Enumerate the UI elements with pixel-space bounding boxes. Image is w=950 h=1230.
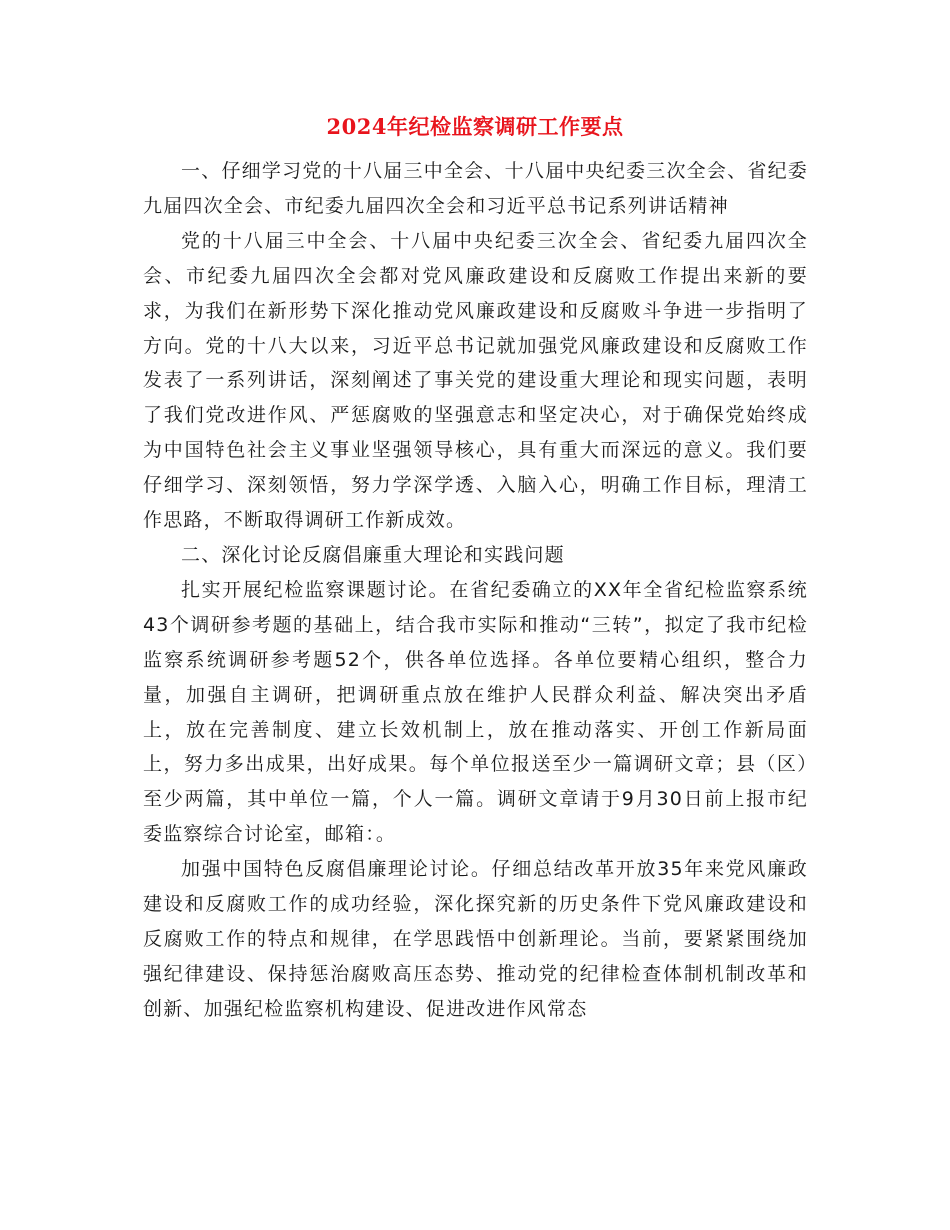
body-paragraph-2: 扎实开展纪检监察课题讨论。在省纪委确立的XX年全省纪检监察系统43个调研参考题的基础上，结合我市实际和推动“三转”，拟定了我市纪检监察系统调研参考题52个，供各单位选择。各单位要精心组织，整合力量，加强自主调研，把调研重点放在维护人民群众利益、解决突出矛盾上，放在完善制度、建立长效机制上，放在推动落实、开创工作新局面上，努力多出成果，出好成果。每个单位报送至少一篇调研文章；县（区）至少两篇，其中单位一篇，个人一篇。调研文章请于9月30日前上报市纪委监察综合讨论室，邮箱：。 — [143, 578, 808, 846]
body-paragraph-1: 党的十八届三中全会、十八届中央纪委三次全会、省纪委九届四次全会、市纪委九届四次全会都对党风廉政建设和反腐败工作提出来新的要求，为我们在新形势下深化推动党风廉政建设和反腐败斗争进一步指明了方向。党的十八大以来，习近平总书记就加强党风廉政建设和反腐败工作发表了一系列讲话，深刻阐述了事关党的建设重大理论和现实问题，表明了我们党改进作风、严惩腐败的坚强意志和坚定决心，对于确保党始终成为中国特色社会主义事业坚强领导核心，具有重大而深远的意义。我们要仔细学习、深刻领悟，努力学深学透、入脑入心，明确工作目标，理清工作思路，不断取得调研工作新成效。 — [143, 229, 808, 532]
document-body — [143, 154, 808, 1027]
document-title: 2024年纪检监察调研工作要点 — [326, 114, 624, 139]
section-heading-1: 一、仔细学习党的十八届三中全会、十八届中央纪委三次全会、省纪委九届四次全会、市纪委九届四次全会和习近平总书记系列讲话精神 — [143, 160, 808, 217]
body-paragraph-3: 加强中国特色反腐倡廉理论讨论。仔细总结改革开放35年来党风廉政建设和反腐败工作的成功经验，深化探究新的历史条件下党风廉政建设和反腐败工作的特点和规律，在学思践悟中创新理论。当前，要紧紧围绕加强纪律建设、保持惩治腐败高压态势、推动党的纪律检查体制机制改革和创新、加强纪检监察机构建设、促进改进作风常态 — [143, 858, 808, 1020]
section-heading-2: 二、深化讨论反腐倡廉重大理论和实践问题 — [181, 543, 565, 566]
